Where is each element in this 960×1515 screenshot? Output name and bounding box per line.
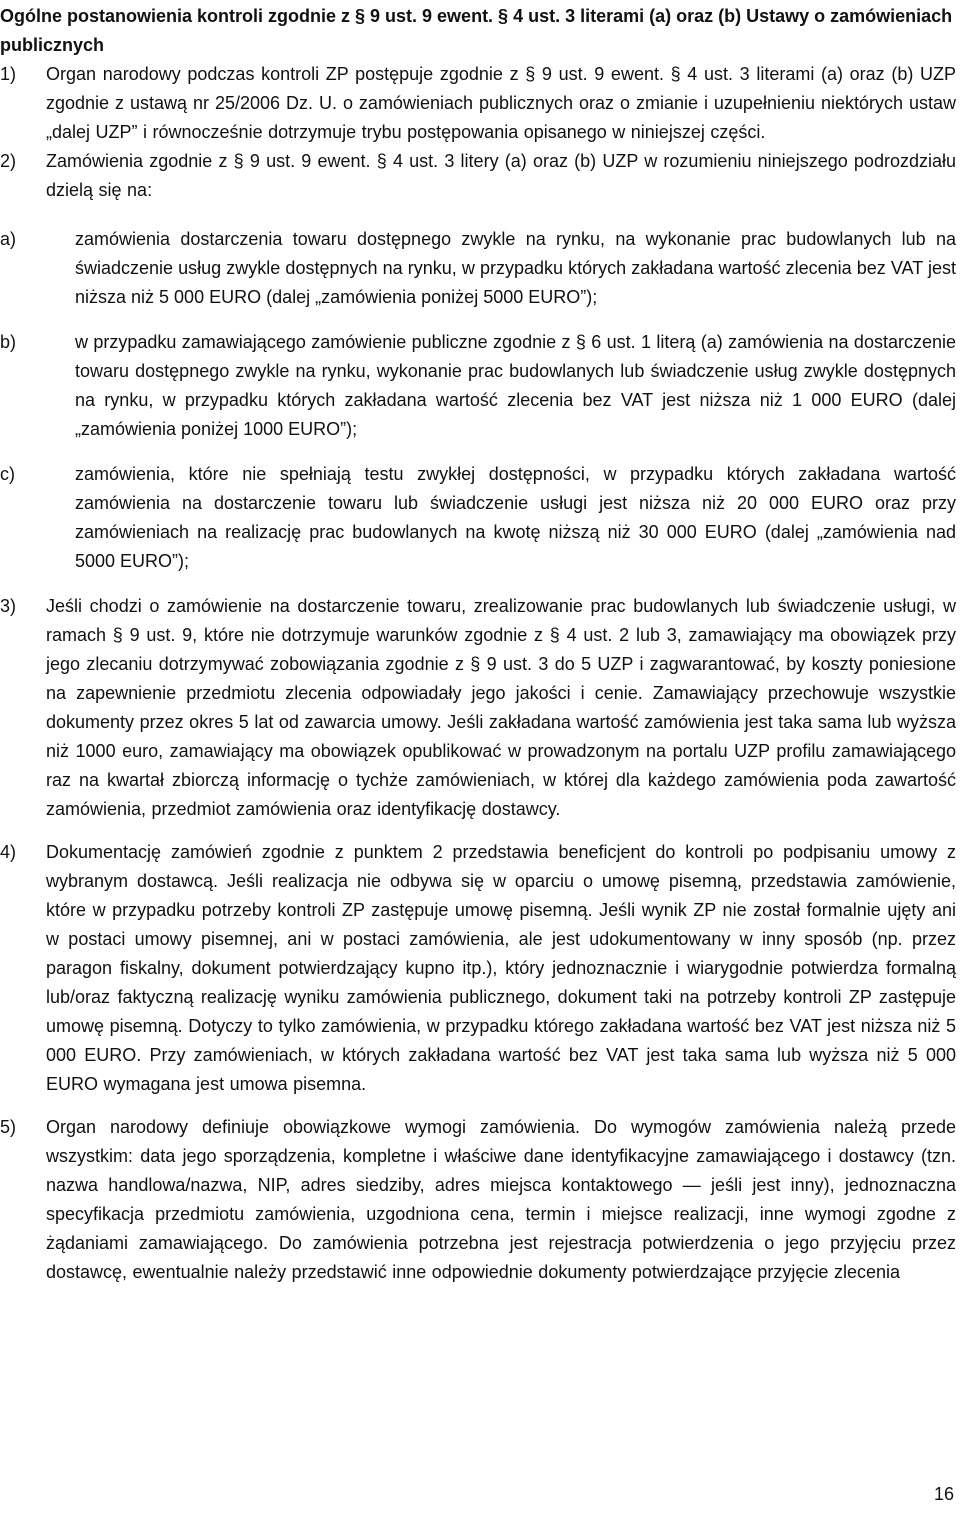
item-marker: 2) bbox=[0, 151, 17, 171]
sub-item-marker: a) bbox=[0, 229, 17, 249]
sub-list bbox=[0, 225, 956, 576]
sub-item-a bbox=[0, 225, 956, 312]
item-text: Jeśli chodzi o zamówienie na dostarczenie towaru, zrealizowanie prac budowlanych lub świadczenie usługi, w ramach § 9 ust. 9, które nie dotrzymuje warunków zgodnie z § 4 ust. 2 lub 3, zamawiający ma obowiązek przy jego zlecaniu dotrzymywać zobowiązania zgodnie z § 9 ust. 3 do 5 UZP i zagwarantować, by koszty poniesione na zapewnienie przedmiotu zlecenia odpowiadały jego jakości i cenie. Zamawiający przechowuje wszystkie dokumenty przez okres 5 lat od zawarcia umowy. Jeśli zakładana wartość zamówienia jest taka sama lub wyższa niż 1000 euro, zamawiający ma obowiązek opublikować w prowadzonym na portalu UZP profilu zamawiającego raz na kwartał zbiorczą informację o tychże zamówieniach, w której dla każdego zamówienia poda zawartość zamówienia, przedmiot zamówienia oraz identyfikację dostawcy. bbox=[46, 596, 956, 819]
numbered-item-4 bbox=[0, 838, 956, 1099]
numbered-item-2 bbox=[0, 147, 956, 592]
sub-item-c bbox=[0, 460, 956, 576]
numbered-item-5 bbox=[0, 1113, 956, 1287]
numbered-item-1 bbox=[0, 60, 956, 147]
item-text: Zamówienia zgodnie z § 9 ust. 9 ewent. § 4 ust. 3 litery (a) oraz (b) UZP w rozumieniu niniejszego podrozdziału dzielą się na: bbox=[46, 151, 956, 200]
item-text: Organ narodowy definiuje obowiązkowe wymogi zamówienia. Do wymogów zamówienia należą przede wszystkim: data jego sporządzenia, kompletne i właściwe dane identyfikacyjne zamawiającego i dostawcy (tzn. nazwa handlowa/nazwa, NIP, adres siedziby, adres miejsca kontaktowego — jeśli jest inny), jednoznaczna specyfikacja przedmiotu zamówienia, uzgodniona cena, termin i miejsce realizacji, inne wymogi zgodne z żądaniami zamawiającego. Do zamówienia potrzebna jest rejestracja potwierdzenia o jego przyjęciu przez dostawcę, ewentualnie należy przedstawić inne odpowiednie dokumenty potwierdzające przyjęcie zlecenia bbox=[46, 1117, 956, 1282]
item-marker: 4) bbox=[0, 842, 17, 862]
item-body bbox=[0, 147, 956, 592]
item-marker: 1) bbox=[0, 64, 17, 84]
document-title: Ogólne postanowienia kontroli zgodnie z § 9 ust. 9 ewent. § 4 ust. 3 literami (a) oraz (b) Ustawy o zamówieniach publicznych bbox=[0, 6, 953, 55]
page-number: 16 bbox=[933, 1484, 954, 1504]
item-text: Dokumentację zamówień zgodnie z punktem 2 przedstawia beneficjent do kontroli po podpisaniu umowy z wybranym dostawcą. Jeśli realizacja nie odbywa się w oparciu o umowę pisemną, przedstawia zamówienie, które w przypadku potrzeby kontroli ZP zastępuje umowę pisemną. Jeśli wynik ZP nie został formalnie ujęty ani w postaci umowy pisemnej, ani w postaci zamówienia, ale jest udokumentowany w inny sposób (np. przez paragon fiskalny, dokument potwierdzający kupno itp.), który jednoznacznie i wiarygodnie potwierdza formalną lub/oraz faktyczną realizację wyniku zamówienia publicznego, dokument taki na potrzeby kontroli ZP zastępuje umowę pisemną. Dotyczy to tylko zamówienia, w przypadku którego zakładana wartość bez VAT jest niższa niż 5 000 EURO. Przy zamówieniach, w których zakładana wartość bez VAT jest taka sama lub wyższa niż 5 000 EURO wymagana jest umowa pisemna. bbox=[46, 842, 956, 1094]
numbered-item-3 bbox=[0, 592, 956, 824]
item-text: Organ narodowy podczas kontroli ZP postępuje zgodnie z § 9 ust. 9 ewent. § 4 ust. 3 literami (a) oraz (b) UZP zgodnie z ustawą nr 25/2006 Dz. U. o zamówieniach publicznych oraz o zmianie i uzupełnieniu niektórych ustaw „dalej UZP” i równocześnie dotrzymuje trybu postępowania opisanego w niniejszej części. bbox=[46, 64, 956, 142]
sub-item-b bbox=[0, 328, 956, 444]
sub-item-text: w przypadku zamawiającego zamówienie publiczne zgodnie z § 6 ust. 1 literą (a) zamówienia na dostarczenie towaru dostępnego zwykle na rynku, wykonanie prac budowlanych lub świadczenie usług zwykle dostępnych na rynku, w przypadku których zakładana wartość zlecenia bez VAT jest niższa niż 1 000 EURO (dalej „zamówienia poniżej 1000 EURO”); bbox=[75, 332, 956, 439]
item-marker: 5) bbox=[0, 1117, 17, 1137]
sub-item-text: zamówienia dostarczenia towaru dostępnego zwykle na rynku, na wykonanie prac budowlanych lub na świadczenie usług zwykle dostępnych na rynku, w przypadku których zakładana wartość zlecenia bez VAT jest niższa niż 5 000 EURO (dalej „zamówienia poniżej 5000 EURO”); bbox=[75, 229, 956, 307]
sub-item-marker: b) bbox=[0, 332, 17, 352]
sub-item-text: zamówienia, które nie spełniają testu zwykłej dostępności, w przypadku których zakładana wartość zamówienia na dostarczenie towaru lub świadczenie usługi jest niższa niż 20 000 EURO oraz przy zamówieniach na realizację prac budowlanych na kwotę niższą niż 30 000 EURO (dalej „zamówienia nad 5000 EURO”); bbox=[75, 464, 956, 571]
sub-item-marker: c) bbox=[0, 464, 15, 484]
item-marker: 3) bbox=[0, 596, 17, 616]
